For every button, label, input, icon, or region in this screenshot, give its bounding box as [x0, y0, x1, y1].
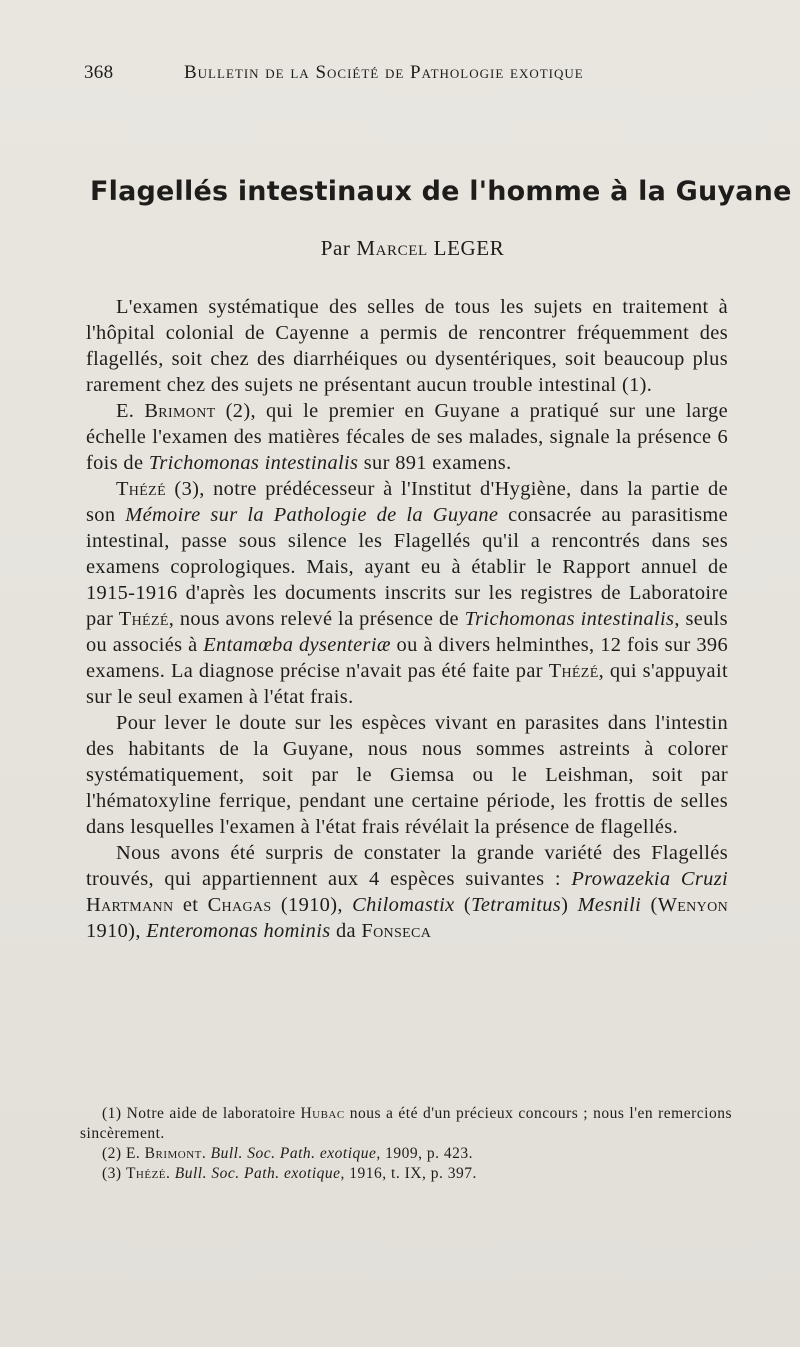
- text-run: sur 891 examens.: [358, 452, 512, 474]
- text-run: , 1916, t. IX, p. 397.: [340, 1165, 477, 1182]
- author-first-name: Marcel: [356, 236, 428, 260]
- text-run: consacrée au parasitisme intestinal, passe sous silence les Flagellés qu'il a rencontrés dans ses examens coprologiques. Mais, ayant eu à établir le Rapport annuel de 1915-1916 d'après les documents inscrits sur les registres de Laboratoire par: [86, 504, 728, 630]
- species-name: Prowazekia Cruzi: [571, 868, 728, 890]
- species-name: Enteromonas hominis: [146, 920, 331, 942]
- text-run: da: [330, 920, 362, 942]
- article-title: Flagellés intestinaux de l'homme à la Guyane: [90, 176, 792, 207]
- text-run: et: [173, 894, 208, 916]
- text-run: ): [561, 894, 578, 916]
- text-run: , 1909, p. 423.: [376, 1145, 474, 1162]
- footnote-2: [80, 1144, 732, 1164]
- byline-prefix: Par: [320, 236, 351, 260]
- text-run: .: [201, 1145, 211, 1162]
- text-run: (1910),: [271, 894, 353, 916]
- cited-author: Thézé: [548, 660, 599, 682]
- species-name: Trichomonas intestinalis: [148, 452, 359, 474]
- cited-author: Fonseca: [361, 920, 432, 942]
- text-run: (2), qui le premier en Guyane a pratiqué sur une large échelle l'examen des matières fécales de ses malades, signale la présence 6 fois de: [86, 400, 728, 474]
- cited-author: Thézé: [118, 608, 169, 630]
- cited-author: Thézé: [125, 1165, 167, 1182]
- journal-reference: Bull. Soc. Path. exotique: [210, 1145, 377, 1162]
- memoir-title: Mémoire sur la Pathologie de la Guyane: [125, 504, 499, 526]
- text-run: (2) E.: [102, 1145, 145, 1162]
- page-number: 368: [84, 62, 114, 83]
- species-name: Mesnili: [577, 894, 642, 916]
- text-run: ou à divers helminthes, 12 fois sur 396 examens. La diagnose précise n'avait pas été faite par: [86, 634, 728, 682]
- text-run: (: [641, 894, 658, 916]
- text-run: (3), notre prédécesseur à l'Institut d'Hygiène, dans la partie de son: [86, 478, 728, 526]
- text-run: , nous avons relevé la présence de: [168, 608, 465, 630]
- text-run: , qui s'appuyait sur le seul examen à l'état frais.: [86, 660, 728, 708]
- paragraph-5: [86, 840, 728, 944]
- paragraph-2: [86, 398, 728, 476]
- cited-name: Hubac: [300, 1105, 345, 1122]
- paragraph-3: [86, 476, 728, 710]
- cited-author: Wenyon: [657, 894, 729, 916]
- journal-title: Bulletin de la Société de Pathologie exotique: [184, 62, 584, 83]
- journal-reference: Bull. Soc. Path. exotique: [174, 1165, 341, 1182]
- paragraph-4: Pour lever le doute sur les espèces vivant en parasites dans l'intestin des habitants de la Guyane, nous nous sommes astreints à colorer systématiquement, soit par le Giemsa ou le Leishman, soit par l'hématoxyline ferrique, pendant une certaine période, les frottis de selles dans lesquelles l'examen à l'état frais révélait la présence de flagellés.: [86, 712, 728, 838]
- article-body: [86, 294, 728, 944]
- footnotes: [80, 1104, 732, 1184]
- cited-author: E. Brimont: [116, 400, 216, 422]
- text-run: nous a été d'un précieux concours ; nous l'en remercions sincèrement.: [80, 1105, 732, 1142]
- text-run: , seuls ou associés à: [86, 608, 728, 656]
- text-run: (3): [102, 1165, 126, 1182]
- cited-author: Brimont: [144, 1145, 202, 1162]
- cited-author: Thézé: [116, 478, 166, 500]
- text-run: Nous avons été surpris de constater la grande variété des Flagellés trouvés, qui appartiennent aux 4 espèces suivantes :: [86, 842, 728, 890]
- text-run: 1910),: [86, 920, 147, 942]
- footnote-1: [80, 1104, 732, 1144]
- species-name: Tetramitus: [471, 894, 562, 916]
- cited-author: Chagas: [207, 894, 272, 916]
- text-run: (1) Notre aide de laboratoire: [102, 1105, 301, 1122]
- byline: [90, 236, 735, 261]
- species-name: Entamœba dysenteriæ: [203, 634, 391, 656]
- species-name: Chilomastix: [352, 894, 455, 916]
- author-last-name: LEGER: [433, 236, 505, 260]
- footnote-3: [80, 1164, 732, 1184]
- text-run: (: [454, 894, 472, 916]
- cited-author: Hartmann: [86, 894, 174, 916]
- text-run: .: [166, 1165, 175, 1182]
- paragraph-1: L'examen systématique des selles de tous les sujets en traitement à l'hôpital colonial de Cayenne a permis de rencontrer fréquemment des flagellés, soit chez des diarrhéiques ou dysentériques, soit beaucoup plus rarement chez des sujets ne présentant aucun trouble intestinal (1).: [86, 296, 728, 396]
- species-name: Trichomonas intestinalis: [464, 608, 675, 630]
